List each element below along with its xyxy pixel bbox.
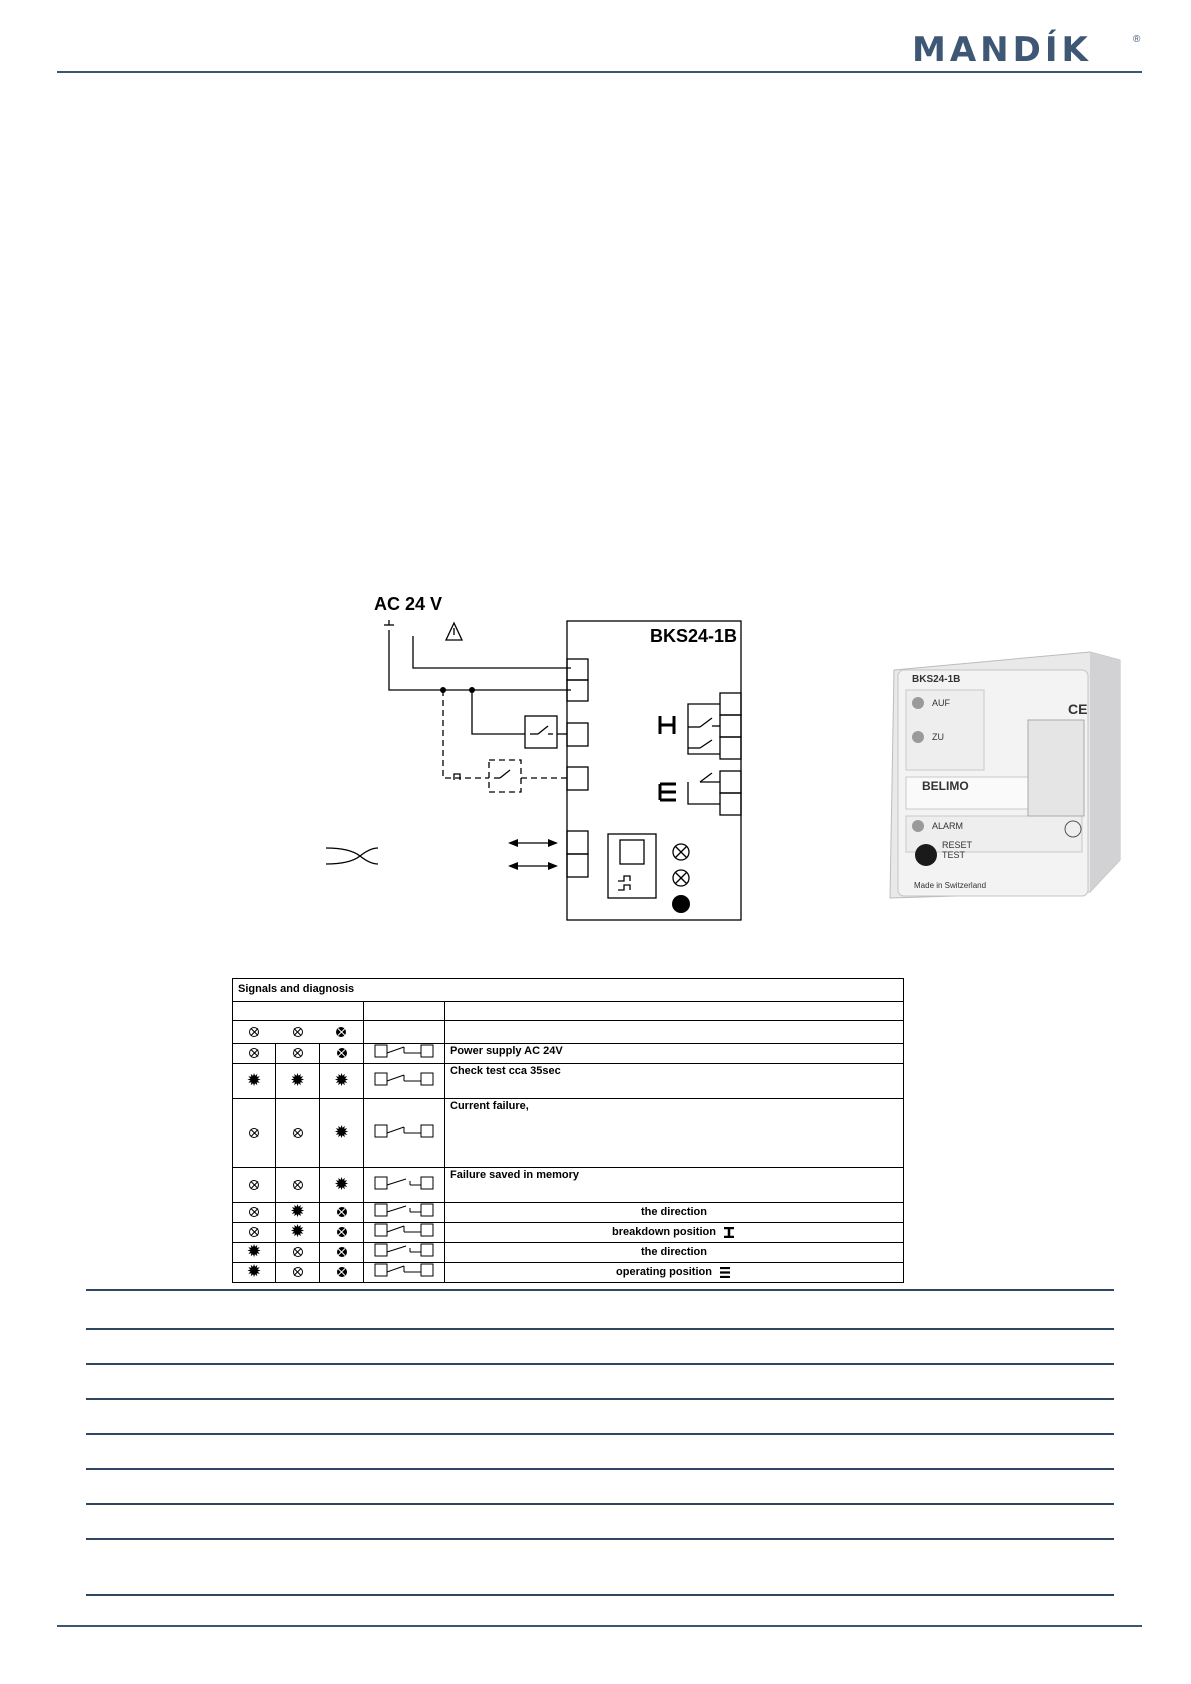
table-title: Signals and diagnosis bbox=[233, 979, 904, 1002]
wiring-diagram bbox=[300, 590, 760, 930]
table-row bbox=[233, 1243, 904, 1263]
rule-9 bbox=[86, 1594, 1114, 1596]
row-text: Power supply AC 24V bbox=[450, 1045, 563, 1057]
led-blink-icon: ✹ bbox=[247, 1071, 261, 1089]
led-off-icon bbox=[293, 1267, 303, 1277]
led-off-icon bbox=[293, 1048, 303, 1058]
led-blink-icon: ✹ bbox=[247, 1243, 261, 1261]
led-auf-icon bbox=[249, 1027, 259, 1037]
led-off-icon bbox=[293, 1180, 303, 1190]
registered-mark: ® bbox=[1133, 34, 1141, 45]
led-alarm-icon bbox=[337, 1207, 347, 1217]
photo-reset: RESET bbox=[942, 840, 973, 850]
contact-closed-icon bbox=[374, 1124, 434, 1138]
led-blink-icon: ✹ bbox=[291, 1071, 304, 1089]
contact-closed-icon bbox=[374, 1223, 434, 1237]
photo-alarm: ALARM bbox=[932, 821, 964, 831]
led-off-icon bbox=[249, 1128, 259, 1138]
breakdown-position-icon bbox=[722, 1227, 736, 1238]
led-off-icon bbox=[249, 1227, 259, 1237]
led-alarm-icon bbox=[337, 1227, 347, 1237]
header-rule bbox=[57, 71, 1142, 73]
table-header-row bbox=[233, 1021, 904, 1044]
photo-model: BKS24-1B bbox=[912, 674, 961, 685]
table-row bbox=[233, 1168, 904, 1203]
led-alarm-icon bbox=[337, 1267, 347, 1277]
rule-8 bbox=[86, 1538, 1114, 1540]
table-header-empty bbox=[233, 1002, 364, 1021]
rule-5 bbox=[86, 1433, 1114, 1435]
table-row bbox=[233, 1203, 904, 1223]
photo-led-auf: AUF bbox=[932, 698, 950, 708]
contact-open-icon bbox=[374, 1176, 434, 1190]
table-row bbox=[233, 1223, 904, 1243]
rule-7 bbox=[86, 1503, 1114, 1505]
device-label: BKS24-1B bbox=[650, 626, 738, 646]
led-off-icon bbox=[293, 1247, 303, 1257]
rule-3 bbox=[86, 1363, 1114, 1365]
table-row bbox=[233, 1064, 904, 1099]
led-blink-icon: ✹ bbox=[291, 1203, 304, 1221]
row-text: the direction bbox=[640, 1246, 707, 1258]
table-row bbox=[233, 1099, 904, 1168]
footer-rule bbox=[57, 1625, 1142, 1627]
table-row bbox=[233, 1044, 904, 1064]
led-off-icon bbox=[249, 1048, 259, 1058]
operating-position-icon bbox=[718, 1267, 732, 1278]
row-text: operating position bbox=[616, 1266, 712, 1278]
rule-6 bbox=[86, 1468, 1114, 1470]
led-blink-icon: ✹ bbox=[247, 1263, 261, 1281]
rule-1 bbox=[86, 1289, 1114, 1291]
photo-led-zu: ZU bbox=[932, 732, 944, 742]
led-blink-icon: ✹ bbox=[291, 1223, 304, 1241]
led-alarm-icon bbox=[337, 1048, 347, 1058]
led-blink-icon: ✹ bbox=[335, 1175, 348, 1193]
signals-table bbox=[232, 978, 904, 1283]
row-text: Failure saved in memory bbox=[450, 1169, 579, 1181]
photo-brand: BELIMO bbox=[922, 779, 969, 793]
contact-closed-icon bbox=[374, 1072, 434, 1086]
photo-test: TEST bbox=[942, 850, 966, 860]
row-text: Current failure, bbox=[450, 1100, 529, 1112]
device-photo bbox=[880, 630, 1130, 920]
contact-open-icon bbox=[374, 1203, 434, 1217]
photo-ce: CE bbox=[1068, 701, 1088, 717]
contact-open-icon bbox=[374, 1243, 434, 1257]
photo-made-in: Made in Switzerland bbox=[914, 881, 987, 890]
rule-2 bbox=[86, 1328, 1114, 1330]
mandik-logo: MANDÍK bbox=[912, 30, 1092, 70]
led-off-icon bbox=[249, 1207, 259, 1217]
row-text: Check test cca 35sec bbox=[450, 1065, 561, 1077]
rule-4 bbox=[86, 1398, 1114, 1400]
contact-closed-icon bbox=[374, 1044, 434, 1058]
row-text: the direction bbox=[640, 1206, 707, 1218]
led-alarm-icon bbox=[336, 1027, 346, 1037]
led-blink-icon: ✹ bbox=[335, 1123, 348, 1141]
table-row bbox=[233, 1263, 904, 1283]
led-zu-icon bbox=[293, 1027, 303, 1037]
led-off-icon bbox=[293, 1128, 303, 1138]
led-blink-icon: ✹ bbox=[335, 1071, 348, 1089]
row-text: breakdown position bbox=[612, 1226, 716, 1238]
contact-closed-icon bbox=[374, 1263, 434, 1277]
supply-label: AC 24 V bbox=[374, 594, 443, 614]
led-alarm-icon bbox=[337, 1247, 347, 1257]
led-off-icon bbox=[249, 1180, 259, 1190]
